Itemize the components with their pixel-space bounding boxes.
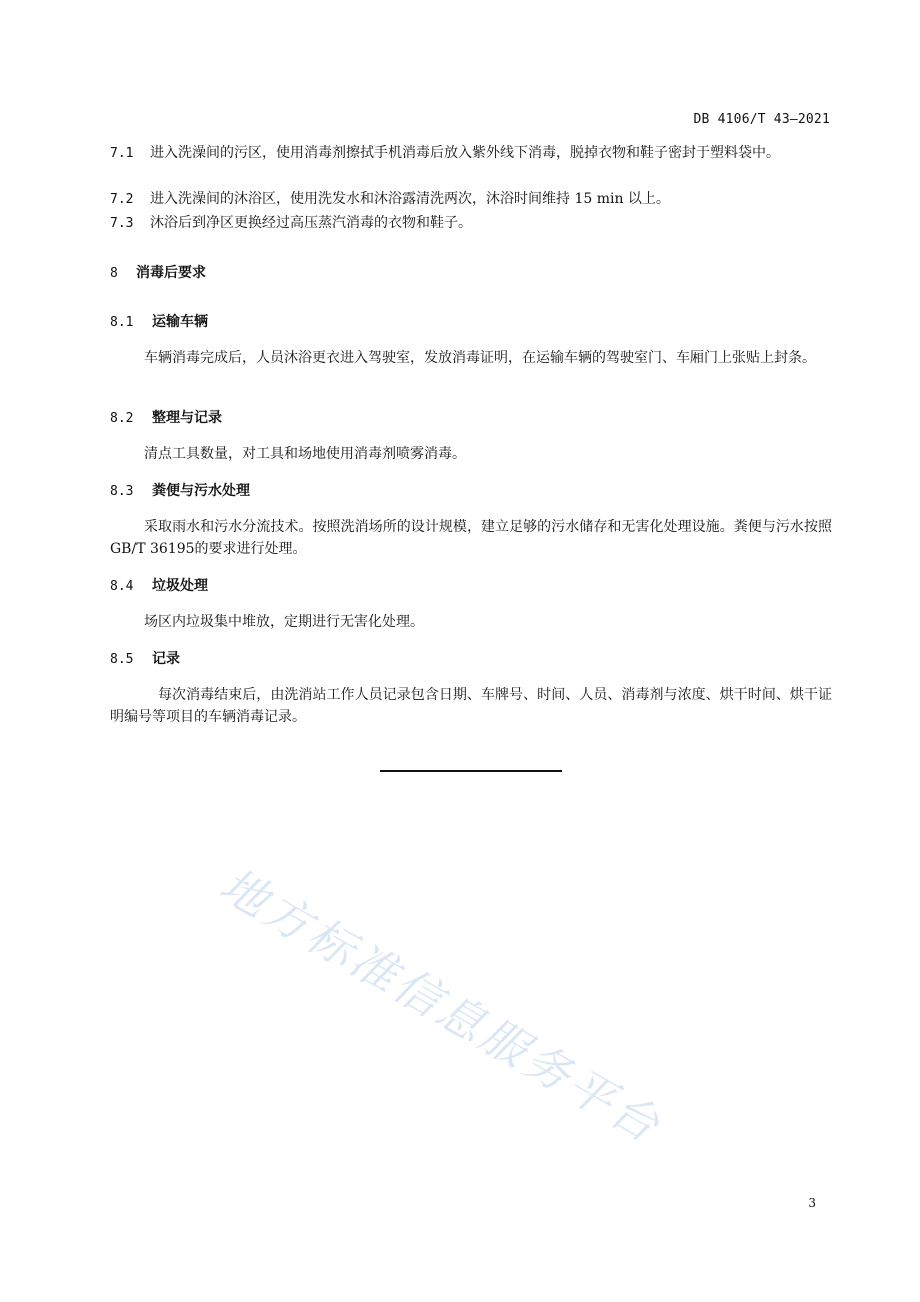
standard-code: DB 4106/T 43—2021 [693, 112, 830, 127]
subsection-8-2-heading [110, 407, 222, 430]
clause-number: 7.2 [110, 192, 134, 207]
subsection-8-5-heading [110, 648, 180, 671]
clause-number: 7.1 [110, 146, 134, 161]
subsection-number: 8.1 [110, 315, 134, 330]
subsection-8-2-text: 清点工具数量，对工具和场地使用消毒剂喷雾消毒。 [144, 446, 466, 462]
subsection-8-1-text: 车辆消毒完成后，人员沐浴更衣进入驾驶室，发放消毒证明，在运输车辆的驾驶室门、车厢门上张贴上封条。 [144, 350, 816, 366]
subsection-8-3-heading [110, 480, 250, 503]
clause-text: 进入洗澡间的污区，使用消毒剂擦拭手机消毒后放入紫外线下消毒，脱掉衣物和鞋子密封于塑料袋中。 [150, 145, 780, 161]
clause-text: 沐浴后到净区更换经过高压蒸汽消毒的衣物和鞋子。 [150, 215, 472, 231]
section-8-heading [110, 262, 206, 285]
clause-number: 7.3 [110, 216, 134, 231]
subsection-8-3-text: 采取雨水和污水分流技术。按照洗消场所的设计规模，建立足够的污水储存和无害化处理设施。粪便与污水按照GB/T 36195的要求进行处理。 [110, 519, 832, 557]
watermark: 地方标准信息服务平台 [211, 857, 672, 1154]
subsection-8-4-text: 场区内垃圾集中堆放，定期进行无害化处理。 [144, 614, 424, 630]
subsection-8-1-heading [110, 311, 208, 334]
subsection-title: 粪便与污水处理 [152, 483, 250, 499]
subsection-number: 8.5 [110, 652, 134, 667]
subsection-8-5-text: 每次消毒结束后，由洗消站工作人员记录包含日期、车牌号、时间、人员、消毒剂与浓度、烘干时间、烘干证明编号等项目的车辆消毒记录。 [110, 687, 832, 725]
subsection-number: 8.4 [110, 579, 134, 594]
subsection-title: 整理与记录 [152, 410, 222, 426]
subsection-number: 8.2 [110, 411, 134, 426]
subsection-title: 运输车辆 [152, 314, 208, 330]
subsection-8-4-heading [110, 575, 208, 598]
subsection-title: 记录 [152, 651, 180, 667]
clause-7-1 [110, 142, 832, 165]
subsection-number: 8.3 [110, 484, 134, 499]
page-number: 3 [808, 1196, 816, 1210]
section-number: 8 [110, 266, 118, 281]
end-of-text-rule [380, 770, 562, 772]
clause-text: 进入洗澡间的沐浴区，使用洗发水和沐浴露清洗两次，沐浴时间维持 15 min 以上。 [150, 191, 670, 207]
clause-7-2 [110, 188, 832, 211]
section-title: 消毒后要求 [136, 265, 206, 281]
clause-7-3 [110, 212, 832, 235]
subsection-title: 垃圾处理 [152, 578, 208, 594]
